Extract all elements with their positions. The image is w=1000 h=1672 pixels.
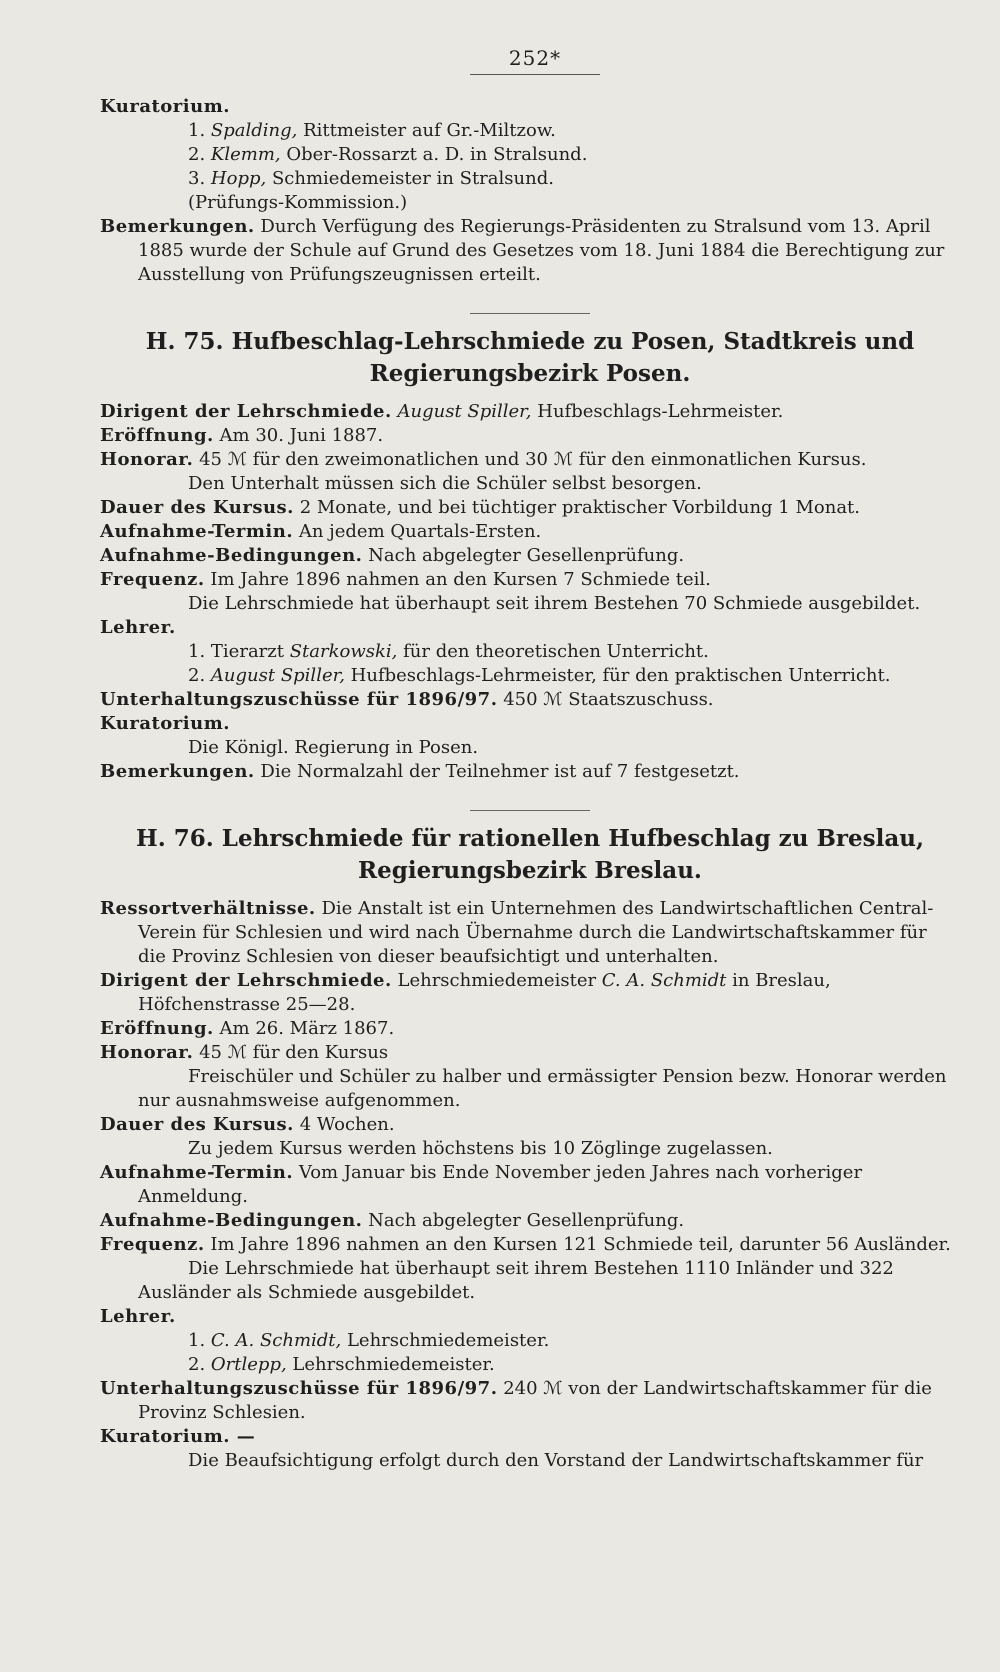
h75-lehrer-item: 2. August Spiller, Hufbeschlags-Lehrmeister, für den praktischen Unterricht. <box>188 665 891 686</box>
h76-dauer-note: Zu jedem Kursus werden höchstens bis 10 Zöglinge zugelassen. <box>188 1138 773 1159</box>
h76-honorar-note: Freischüler und Schüler zu halber und ermässigter Pension bezw. Honorar werden nur ausnahmsweise aufgenommen. <box>138 1066 947 1111</box>
h75-frequenz: Frequenz. Im Jahre 1896 nahmen an den Kursen 7 Schmiede teil. <box>100 569 711 590</box>
h76-frequenz-note: Die Lehrschmiede hat überhaupt seit ihrem Bestehen 1110 Inländer und 322 Ausländer als Schmiede ausgebildet. <box>138 1258 894 1303</box>
section-divider <box>470 810 590 811</box>
kuratorium-prev-item: 3. Hopp, Schmiedemeister in Stralsund. <box>188 168 554 189</box>
h75-kuratorium: Die Königl. Regierung in Posen. <box>188 737 479 758</box>
h76-frequenz: Frequenz. Im Jahre 1896 nahmen an den Kursen 121 Schmiede teil, darunter 56 Ausländer. <box>100 1234 951 1255</box>
h75-dauer: Dauer des Kursus. 2 Monate, und bei tüchtiger praktischer Vorbildung 1 Monat. <box>100 497 860 518</box>
section-title-h75: H. 75. Hufbeschlag-Lehrschmiede zu Posen, Stadtkreis und Regierungsbezirk Posen. <box>145 328 915 387</box>
h76-aufnahme-termin: Aufnahme-Termin. Vom Januar bis Ende November jeden Jahres nach vorheriger Anmeldung. <box>100 1162 863 1207</box>
h76-kuratorium-label: Kuratorium. — <box>100 1426 256 1447</box>
page-number: 252* <box>470 46 600 75</box>
h75-aufnahme-bedingungen: Aufnahme-Bedingungen. Nach abgelegter Gesellenprüfung. <box>100 545 685 566</box>
kuratorium-prev-item: 1. Spalding, Rittmeister auf Gr.-Miltzow. <box>188 120 556 141</box>
h75-lehrer-item: 1. Tierarzt Starkowski, für den theoretischen Unterricht. <box>188 641 709 662</box>
h75-kuratorium-label: Kuratorium. <box>100 713 231 734</box>
h76-ressort: Ressortverhältnisse. Die Anstalt ist ein Unternehmen des Landwirtschaftlichen Central-Verein für Schlesien und wird nach Übernahme durch die Landwirtschaftskammer für die Provinz Schlesien von dieser beaufsichtigt und unterhalten. <box>100 898 934 967</box>
h75-frequenz-note: Die Lehrschmiede hat überhaupt seit ihrem Bestehen 70 Schmiede ausgebildet. <box>188 593 921 614</box>
h75-honorar: Honorar. 45 ℳ für den zweimonatlichen und 30 ℳ für den einmonatlichen Kursus. <box>100 449 867 470</box>
page-content <box>100 46 960 1473</box>
h75-honorar-note: Den Unterhalt müssen sich die Schüler selbst besorgen. <box>188 473 702 494</box>
h76-lehrer-item: 2. Ortlepp, Lehrschmiedemeister. <box>188 1354 495 1375</box>
h76-honorar: Honorar. 45 ℳ für den Kursus <box>100 1042 389 1063</box>
h76-aufnahme-bedingungen: Aufnahme-Bedingungen. Nach abgelegter Gesellenprüfung. <box>100 1210 685 1231</box>
h76-kuratorium: Die Beaufsichtigung erfolgt durch den Vorstand der Landwirtschaftskammer für <box>188 1450 924 1471</box>
h76-lehrer-item: 1. C. A. Schmidt, Lehrschmiedemeister. <box>188 1330 550 1351</box>
h75-lehrer-label: Lehrer. <box>100 617 176 638</box>
section-title-h76: H. 76. Lehrschmiede für rationellen Hufbeschlag zu Breslau, Regierungsbezirk Breslau. <box>136 825 924 884</box>
h75-dirigent: Dirigent der Lehrschmiede. August Spiller, Hufbeschlags-Lehrmeister. <box>100 401 784 422</box>
h75-bemerkungen: Bemerkungen. Die Normalzahl der Teilnehmer ist auf 7 festgesetzt. <box>100 761 740 782</box>
h76-zuschuesse: Unterhaltungszuschüsse für 1896/97. 240 ℳ von der Landwirtschaftskammer für die Provinz Schlesien. <box>100 1378 932 1423</box>
h75-zuschuesse: Unterhaltungszuschüsse für 1896/97. 450 ℳ Staatszuschuss. <box>100 689 714 710</box>
h76-eroeffnung: Eröffnung. Am 26. März 1867. <box>100 1018 395 1039</box>
h76-dirigent: Dirigent der Lehrschmiede. Lehrschmiedemeister C. A. Schmidt in Breslau, Höfchenstrasse 25—28. <box>100 970 831 1015</box>
h76-dauer: Dauer des Kursus. 4 Wochen. <box>100 1114 395 1135</box>
kuratorium-prev-note: (Prüfungs-Kommission.) <box>188 192 408 213</box>
h75-aufnahme-termin: Aufnahme-Termin. An jedem Quartals-Ersten. <box>100 521 542 542</box>
h76-lehrer-label: Lehrer. <box>100 1306 176 1327</box>
section-divider <box>470 313 590 314</box>
h75-eroeffnung: Eröffnung. Am 30. Juni 1887. <box>100 425 384 446</box>
bemerkungen-prev: Bemerkungen. Durch Verfügung des Regierungs-Präsidenten zu Stralsund vom 13. April 1885 wurde der Schule auf Grund des Gesetzes vom 18. Juni 1884 die Berechtigung zur Ausstellung von Prüfungszeugnissen erteilt. <box>100 216 945 285</box>
kuratorium-prev-label: Kuratorium. <box>100 96 231 117</box>
kuratorium-prev-item: 2. Klemm, Ober-Rossarzt a. D. in Stralsund. <box>188 144 588 165</box>
